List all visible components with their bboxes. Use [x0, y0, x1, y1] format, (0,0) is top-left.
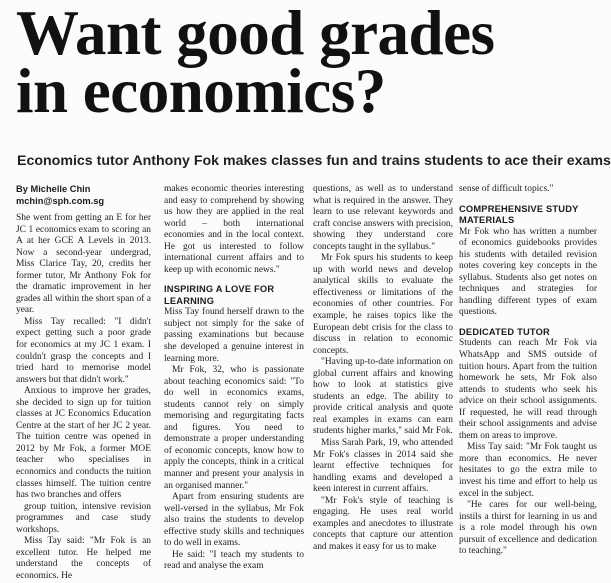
- paragraph: sense of difficult topics.": [459, 184, 554, 194]
- subheading-study-materials: COMPREHENSIVE STUDY MATERIALS: [459, 203, 579, 226]
- paragraph: Miss Tay said: "Mr Fok is an excellent tutor. He helped me understand the concepts of economics. He: [16, 536, 151, 581]
- paragraph: group tuition, intensive revision programmes and case study workshops.: [16, 501, 151, 535]
- paragraph: Mr Fok spurs his students to keep up with world news and develop analytical skills to evaluate the effectiveness or limitations of the economies of other countries. For example, he raises topics like the European debt crisis for the class to discuss in relation to economic concepts.: [313, 253, 453, 356]
- headline: [16, 0, 596, 126]
- article-column-3: [313, 184, 453, 560]
- byline-email: mchin@sph.com.sg: [16, 195, 105, 206]
- paragraph: "He cares for our well-being, instils a thirst for learning in us and is a role model through his own pursuit of excellence and dedication to teaching.": [459, 500, 597, 557]
- paragraph: Miss Sarah Park, 19, who attended Mr Fok's classes in 2014 said she learnt effective techniques for handling exams and developed a keen interest in current affairs.: [313, 438, 453, 495]
- subheading-dedicated-tutor: DEDICATED TUTOR: [459, 326, 550, 337]
- paragraph: She went from getting an E for her JC 1 economics exam to scoring an A at her GCE A Levels in 2013. Now a second-year undergrad, Miss Clarice Tay, 20, credits her former tutor, Mr Anthony Fok for the dramatic improvement in her grades all within the short span of a year.: [16, 213, 151, 316]
- article-column-4: [459, 184, 597, 560]
- byline-author: By Michelle Chin: [16, 184, 91, 194]
- article-column-2: [164, 184, 304, 572]
- paragraph: Students can reach Mr Fok via WhatsApp and SMS outside of tuition hours. Apart from the tuition homework he sets, Mr Fok also attends to students who seek his advice on their school assignments. If requested, he will read through their school assignments and advise them on areas to improve.: [459, 338, 597, 441]
- standfirst: Economics tutor Anthony Fok makes classes fun and trains students to ace their exams: [17, 153, 611, 169]
- paragraph: Miss Tay said: "Mr Fok taught us more than economics. He never hesitates to go the extra mile to invest his time and effort to help us excel in the subject.: [459, 442, 597, 499]
- paragraph: questions, as well as to understand what is required in the answer. They learn to use relevant keywords and craft concise answers with precision, showing they understand core concepts taught in the syllabus.": [313, 184, 453, 252]
- paragraph: Anxious to improve her grades, she decided to sign up for tuition classes at JC Economics Education Centre at the start of her JC 2 year. The tuition centre was opened in 2012 by Mr Fok, a former MOE teacher who specialises in economics and conducts the tuition classes himself. The tuition centre has two branches and offers: [16, 386, 151, 501]
- paragraph: Mr Fok who has written a number of economics guidebooks provides his students with detailed revision notes covering key concepts in the syllabus. Students also get notes on techniques and strategies for handling different types of exam questions.: [459, 226, 597, 318]
- headline-line-1: Want good grades: [16, 0, 495, 68]
- article-column-1: [16, 184, 151, 581]
- paragraph: makes economic theories interesting and easy to comprehend by showing us how they are applied in the real world – both international economies and in the local context. He got us interested to follow international current affairs and to keep up with economic news.": [164, 184, 304, 275]
- subheading-inspiring: INSPIRING A LOVE FOR LEARNING: [164, 284, 275, 306]
- paragraph: Miss Tay found herself drawn to the subject not simply for the sake of passing examinations but because she developed a genuine interest in learning more.: [164, 307, 304, 364]
- paragraph: He said: "I teach my students to read and analyse the exam: [164, 549, 304, 572]
- paragraph: Mr Fok, 32, who is passionate about teaching economics said: "To do well in economics exams, students cannot rely on simply memorising and regurgitating facts and figures. You need to demonstrate a proper understanding of economic concepts, know how to apply the concepts, think in a critical manner and present your analysis in an organised manner.": [164, 365, 304, 491]
- paragraph: "Having up-to-date information on global current affairs and knowing how to look at statistics give students an edge. The ability to provide critical analysis and quote real examples in exams can earn students higher marks," said Mr Fok.: [313, 357, 453, 437]
- paragraph: Apart from ensuring students are well-versed in the syllabus, Mr Fok also trains the students to develop effective study skills and techniques to do well in exams.: [164, 492, 304, 549]
- byline: [16, 184, 151, 207]
- paragraph: "Mr Fok's style of teaching is engaging. He uses real world examples and anecdotes to illustrate concepts that capture our attention and makes it easy for us to make: [313, 495, 453, 552]
- headline-line-2: in economics?: [16, 56, 386, 126]
- paragraph: Miss Tay recalled: "I didn't expect getting such a poor grade for economics at my JC 1 exam. I couldn't grasp the concepts and I tried hard to memorise model answers but that didn't work.": [16, 316, 151, 385]
